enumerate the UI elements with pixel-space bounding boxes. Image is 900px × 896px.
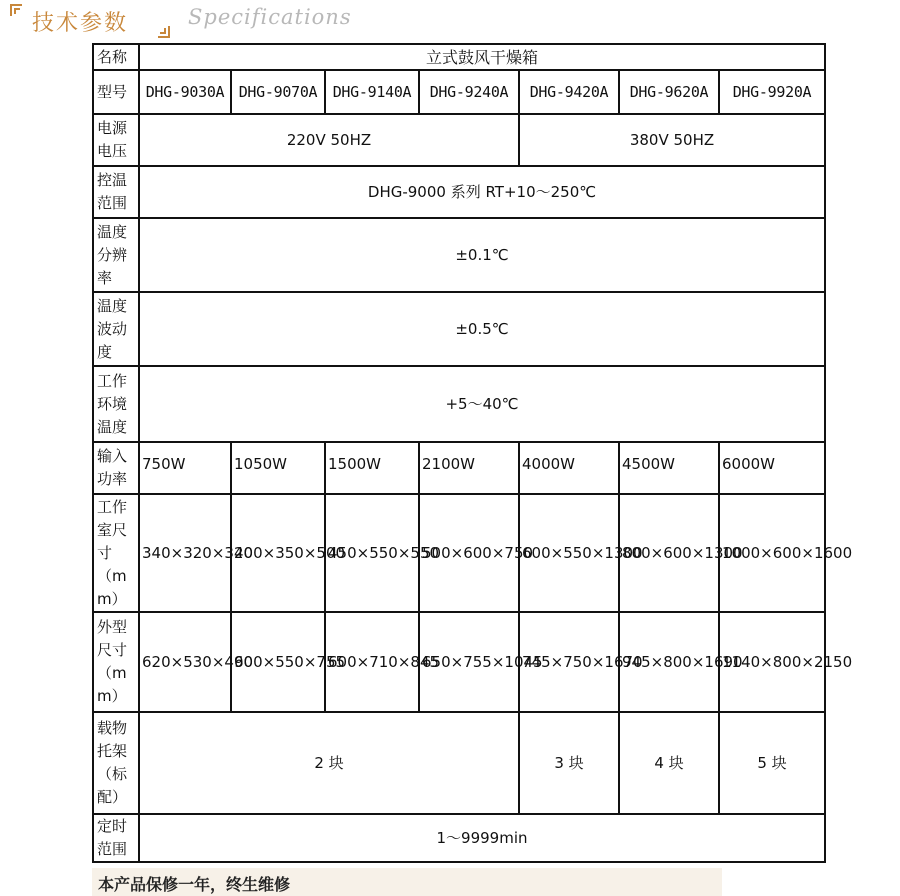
outer-size-cell: 745×750×1670: [519, 612, 619, 712]
model-cell: DHG-9030A: [139, 70, 231, 114]
spec-table: [92, 43, 853, 863]
table-row: [93, 366, 825, 442]
row-label: 工作室尺寸（mm）: [93, 494, 139, 612]
chamber-size-cell: 340×320×320: [139, 494, 231, 612]
chamber-size-cell: 500×600×750: [419, 494, 519, 612]
model-cell: DHG-9920A: [719, 70, 825, 114]
outer-size-cell: 600×550×755: [231, 612, 325, 712]
model-cell: DHG-9070A: [231, 70, 325, 114]
shelves-cell: 4 块: [619, 712, 719, 814]
warranty-text: 本产品保修一年，终生维修: [98, 875, 291, 894]
row-label: 控温范围: [93, 166, 139, 218]
outer-size-cell: 945×800×1690: [619, 612, 719, 712]
power-cell: 1500W: [325, 442, 419, 494]
chamber-size-cell: 800×600×1300: [619, 494, 719, 612]
model-cell: DHG-9620A: [619, 70, 719, 114]
power-cell: 4000W: [519, 442, 619, 494]
power-cell: 1050W: [231, 442, 325, 494]
table-row: [93, 166, 825, 218]
row-label: 输入功率: [93, 442, 139, 494]
shelves-cell: 2 块: [139, 712, 519, 814]
table-row: [93, 612, 825, 712]
section-subtitle: Specifications: [188, 5, 352, 29]
frame-corner-decoration: [14, 8, 20, 14]
chamber-size-cell: 600×550×1300: [519, 494, 619, 612]
voltage-cell: 220V 50HZ: [139, 114, 519, 166]
warranty-note: [92, 868, 722, 896]
power-cell: 2100W: [419, 442, 519, 494]
row-label: 温度分辨率: [93, 218, 139, 292]
row-label: 电源电压: [93, 114, 139, 166]
outer-size-cell: 600×710×845: [325, 612, 419, 712]
timer-range-value: 1～9999min: [139, 814, 825, 862]
section-header: [0, 0, 900, 40]
shelves-cell: 5 块: [719, 712, 825, 814]
row-label: 外型尺寸（mm）: [93, 612, 139, 712]
row-label: 名称: [93, 44, 139, 70]
table-row: [93, 218, 825, 292]
voltage-cell: 380V 50HZ: [519, 114, 825, 166]
table-row: [93, 712, 825, 814]
table-row: [93, 494, 825, 612]
temp-range-value: DHG-9000 系列 RT+10～250℃: [139, 166, 825, 218]
ambient-temp-value: +5～40℃: [139, 366, 825, 442]
temp-resolution-value: ±0.1℃: [139, 218, 825, 292]
table-row: [93, 114, 825, 166]
shelves-cell: 3 块: [519, 712, 619, 814]
outer-size-cell: 650×755×1045: [419, 612, 519, 712]
chamber-size-cell: 450×550×550: [325, 494, 419, 612]
table-row: [93, 292, 825, 366]
power-cell: 750W: [139, 442, 231, 494]
power-cell: 4500W: [619, 442, 719, 494]
header-frame: [10, 4, 170, 38]
model-cell: DHG-9420A: [519, 70, 619, 114]
row-label: 工作环境温度: [93, 366, 139, 442]
row-label: 定时范围: [93, 814, 139, 862]
product-name: 立式鼓风干燥箱: [139, 44, 825, 70]
power-cell: 6000W: [719, 442, 825, 494]
model-cell: DHG-9240A: [419, 70, 519, 114]
section-title: 技术参数: [32, 11, 129, 36]
temp-fluctuation-value: ±0.5℃: [139, 292, 825, 366]
outer-size-cell: 620×530×490: [139, 612, 231, 712]
table-row: [93, 442, 825, 494]
chamber-size-cell: 400×350×500: [231, 494, 325, 612]
row-label: 载物托架（标配）: [93, 712, 139, 814]
row-label: 型号: [93, 70, 139, 114]
outer-size-cell: 1140×800×2150: [719, 612, 825, 712]
row-label: 温度波动度: [93, 292, 139, 366]
table-row: [93, 70, 825, 114]
model-cell: DHG-9140A: [325, 70, 419, 114]
frame-corner-decoration: [160, 28, 166, 34]
table-row: [93, 814, 825, 862]
chamber-size-cell: 1000×600×1600: [719, 494, 825, 612]
table-row: [93, 44, 825, 70]
